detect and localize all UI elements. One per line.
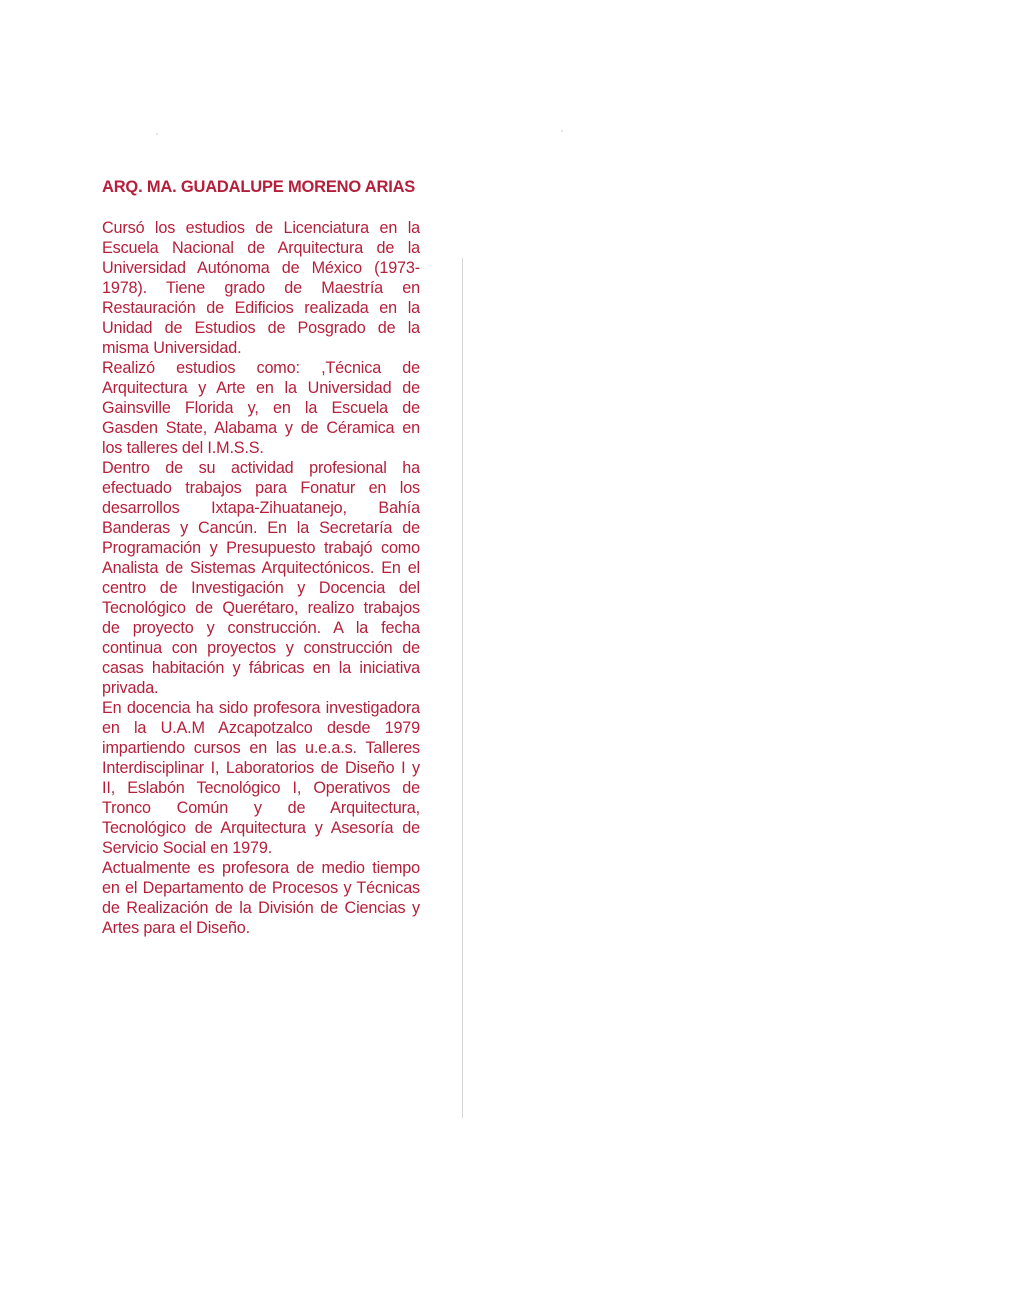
author-heading: ARQ. MA. GUADALUPE MORENO ARIAS xyxy=(102,178,416,196)
bio-paragraph-professional: Dentro de su actividad profesional ha efectuado trabajos para Fonatur en los desarrollos Ixtapa-Zihuatanejo, Bahía Banderas y Cancún. En la Secretaría de Programación y Presupuesto trabajó como Analista de Sistemas Arquitectónicos. En el centro de Investigación y Docencia del Tecnológico de Querétaro, realizo trabajos de proyecto y construcción. A la fecha continua con proyectos y construcción de casas habitación y fábricas en la iniciativa privada. xyxy=(102,459,420,697)
scan-speck xyxy=(561,130,563,132)
bio-paragraph-teaching: En docencia ha sido profesora investigadora en la U.A.M Azcapotzalco desde 1979 impartiendo cursos en las u.e.a.s. Talleres Interdisciplinar I, Laboratorios de Diseño I y II, Eslabón Tecnológico I, Operativos de Tronco Común y de Arquitectura, Tecnológico de Arquitectura y Asesoría de Servicio Social en 1979. xyxy=(102,699,420,857)
bio-paragraph-studies: Realizó estudios como: ,Técnica de Arquitectura y Arte en la Universidad de Gainsville Florida y, en la Escuela de Gasden State, Alabama y de Céramica en los talleres del I.M.S.S. xyxy=(102,359,420,457)
bio-paragraph-education: Cursó los estudios de Licenciatura en la Escuela Nacional de Arquitectura de la Universidad Autónoma de México (1973-1978). Tiene grado de Maestría en Restauración de Edificios realizada en la Unidad de Estudios de Posgrado de la misma Universidad. xyxy=(102,219,420,357)
scan-speck xyxy=(156,133,158,135)
biography-text xyxy=(102,218,420,938)
bio-paragraph-current: Actualmente es profesora de medio tiempo en el Departamento de Procesos y Técnicas de Realización de la División de Ciencias y Artes para el Diseño. xyxy=(102,859,420,937)
vertical-divider xyxy=(462,258,463,1118)
